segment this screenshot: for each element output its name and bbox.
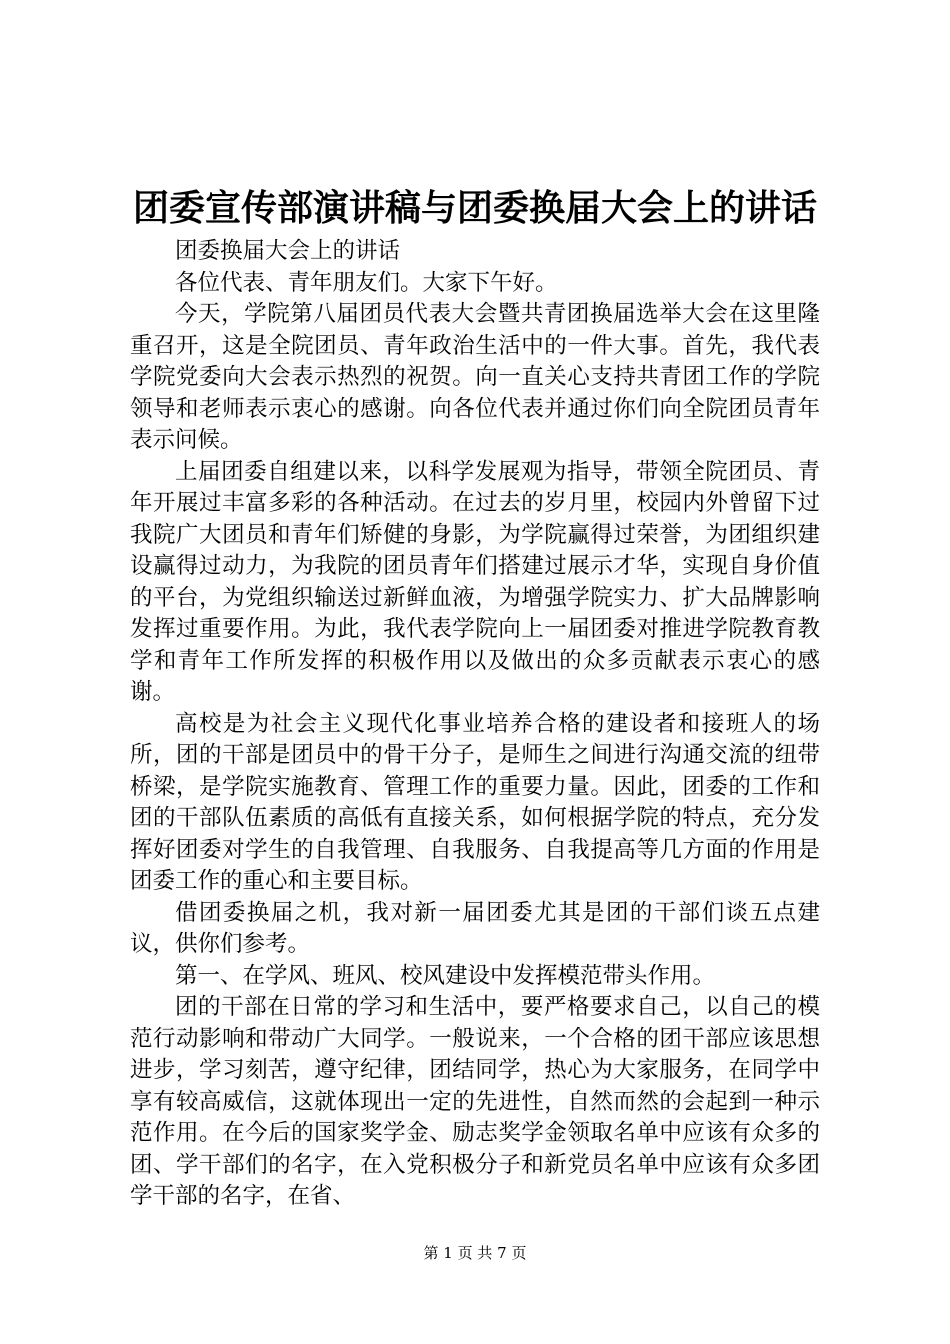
- paragraph: 今天，学院第八届团员代表大会暨共青团换届选举大会在这里隆重召开，这是全院团员、青年政治生活中的一件大事。首先，我代表学院党委向大会表示热烈的祝贺。向一直关心支持共青团工作的学院领导和老师表示衷心的感谢。向各位代表并通过你们向全院团员青年表示问候。: [130, 301, 820, 453]
- paragraph: 各位代表、青年朋友们。大家下午好。: [175, 269, 558, 296]
- paragraph: 团委换届大会上的讲话: [175, 238, 401, 264]
- paragraph: 高校是为社会主义现代化事业培养合格的建设者和接班人的场所，团的干部是团员中的骨干分子，是师生之间进行沟通交流的纽带桥梁，是学院实施教育、管理工作的重要力量。因此，团委的工作和团的干部队伍素质的高低有直接关系，如何根据学院的特点，充分发挥好团委对学生的自我管理、自我服务、自我提高等几方面的作用是团委工作的重心和主要目标。: [130, 710, 820, 894]
- paragraph: 团的干部在日常的学习和生活中，要严格要求自己，以自己的模范行动影响和带动广大同学。一般说来，一个合格的团干部应该思想进步，学习刻苦，遵守纪律，团结同学，热心为大家服务，在同学中享有较高威信，这就体现出一定的先进性，自然而然的会起到一种示范作用。在今后的国家奖学金、励志奖学金领取名单中应该有众多的团、学干部们的名字，在入党积极分子和新党员名单中应该有众多团学干部的名字，在省、: [130, 994, 820, 1209]
- paragraph: 借团委换届之机，我对新一届团委尤其是团的干部们谈五点建议，供你们参考。: [130, 899, 820, 957]
- page-footer: 第 1 页 共 7 页: [423, 1244, 527, 1262]
- document-title: 团委宣传部演讲稿与团委换届大会上的讲话: [132, 187, 817, 229]
- paragraph: 上届团委自组建以来，以科学发展观为指导，带领全院团员、青年开展过丰富多彩的各种活动。在过去的岁月里，校园内外曾留下过我院广大团员和青年们矫健的身影，为学院赢得过荣誉，为团组织建设赢得过动力，为我院的团员青年们搭建过展示才华，实现自身价值的平台，为党组织输送过新鲜血液，为增强学院实力、扩大品牌影响发挥过重要作用。为此，我代表学院向上一届团委对推进学院教育教学和青年工作所发挥的积极作用以及做出的众多贡献表示衷心的感谢。: [130, 458, 820, 705]
- paragraph: 第一、在学风、班风、校风建设中发挥模范带头作用。: [175, 962, 716, 989]
- document-body: [130, 236, 820, 1213]
